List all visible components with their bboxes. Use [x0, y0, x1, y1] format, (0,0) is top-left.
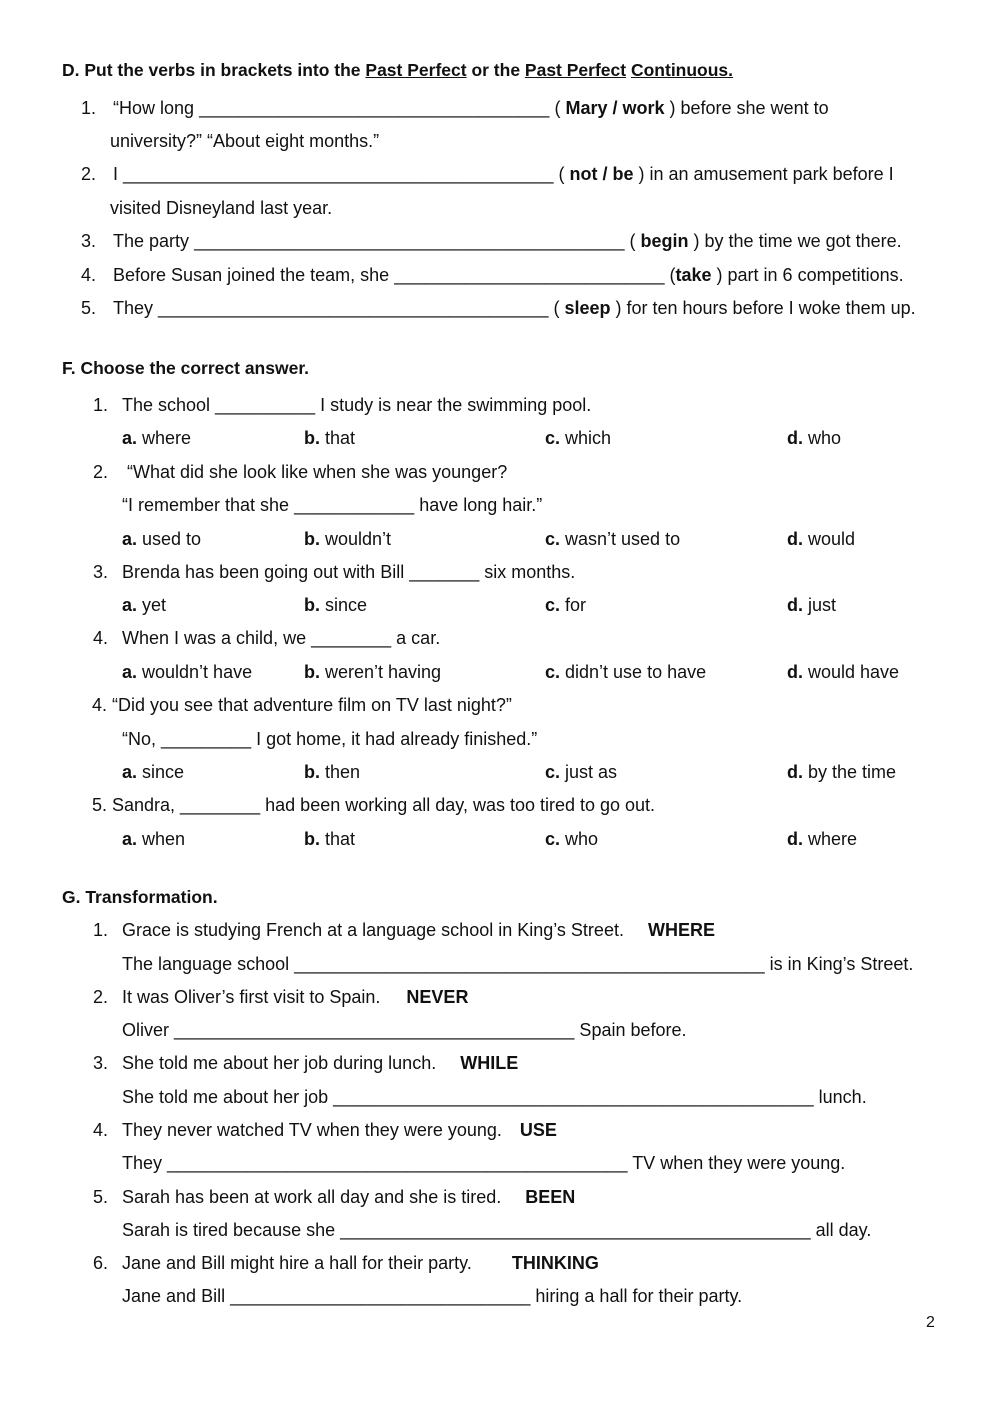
- question-line: “I remember that she ____________ have long hair.”: [122, 495, 543, 515]
- transformation-item: 2. It was Oliver’s first visit to Spain. NEVER: [92, 987, 469, 1007]
- list-item-continuation: visited Disneyland last year.: [110, 198, 333, 218]
- answer-line[interactable]: They ______________________________________________ TV when they were young.: [122, 1153, 846, 1173]
- answer-blank[interactable]: ___________________________________: [199, 98, 550, 118]
- answer-line[interactable]: Jane and Bill ______________________________ hiring a hall for their party.: [122, 1286, 743, 1306]
- option-c[interactable]: c. who: [545, 829, 599, 849]
- list-item: 5. They _______________________________________ ( sleep ) for ten hours before I woke them up.: [80, 298, 916, 318]
- answer-line[interactable]: Oliver ________________________________________ Spain before.: [122, 1020, 687, 1040]
- option-d[interactable]: d. would: [787, 529, 856, 549]
- option-a[interactable]: a. since: [122, 762, 185, 782]
- option-c[interactable]: c. just as: [545, 762, 618, 782]
- option-b[interactable]: b. that: [304, 829, 356, 849]
- option-b[interactable]: b. that: [304, 428, 356, 448]
- answer-blank[interactable]: _______________________________________: [158, 298, 549, 318]
- option-a[interactable]: a. where: [122, 428, 192, 448]
- answer-line[interactable]: She told me about her job ________________________________________________ lunch.: [122, 1087, 867, 1107]
- list-item: 4. Before Susan joined the team, she ___________________________ (take ) part in 6 competitions.: [80, 265, 904, 285]
- option-a[interactable]: a. yet: [122, 595, 167, 615]
- answer-blank[interactable]: ___________________________________________: [194, 231, 625, 251]
- question: 5. Sandra, ________ had been working all day, was too tired to go out.: [92, 795, 656, 815]
- option-d[interactable]: d. just: [787, 595, 837, 615]
- keyword: NEVER: [406, 987, 469, 1007]
- option-b[interactable]: b. weren’t having: [304, 662, 442, 682]
- option-d[interactable]: d. would have: [787, 662, 900, 682]
- option-c[interactable]: c. wasn’t used to: [545, 529, 681, 549]
- option-a[interactable]: a. wouldn’t have: [122, 662, 253, 682]
- option-c[interactable]: c. didn’t use to have: [545, 662, 707, 682]
- keyword: THINKING: [511, 1253, 599, 1273]
- question-line: “No, _________ I got home, it had already finished.”: [122, 729, 538, 749]
- option-b[interactable]: b. since: [304, 595, 368, 615]
- answer-blank[interactable]: ___________________________: [394, 265, 665, 285]
- answer-line[interactable]: The language school _______________________________________________ is in King’s Street.: [122, 954, 914, 974]
- list-item: 2. I ___________________________________________ ( not / be ) in an amusement park before I: [80, 164, 894, 184]
- list-item: 1. “How long ___________________________________ ( Mary / work ) before she went to: [80, 98, 829, 118]
- keyword: WHILE: [460, 1053, 519, 1073]
- option-c[interactable]: c. for: [545, 595, 587, 615]
- option-d[interactable]: d. by the time: [787, 762, 897, 782]
- transformation-item: 4. They never watched TV when they were young. USE: [92, 1120, 557, 1140]
- question: 3. Brenda has been going out with Bill _______ six months.: [92, 562, 576, 582]
- transformation-item: 6. Jane and Bill might hire a hall for their party. THINKING: [92, 1253, 599, 1273]
- option-c[interactable]: c. which: [545, 428, 612, 448]
- transformation-item: 3. She told me about her job during lunch. WHILE: [92, 1053, 519, 1073]
- transformation-item: 5. Sarah has been at work all day and she is tired. BEEN: [92, 1187, 576, 1207]
- keyword: WHERE: [647, 920, 715, 940]
- option-b[interactable]: b. then: [304, 762, 361, 782]
- option-a[interactable]: a. used to: [122, 529, 202, 549]
- option-b[interactable]: b. wouldn’t: [304, 529, 392, 549]
- question: 2. “What did she look like when she was younger?: [92, 462, 508, 482]
- section-g-title: G. Transformation.: [62, 887, 218, 907]
- list-item: 3. The party ___________________________________________ ( begin ) by the time we got there.: [80, 231, 902, 251]
- section-f-title: F. Choose the correct answer.: [62, 358, 310, 378]
- question: 1. The school __________ I study is near the swimming pool.: [92, 395, 592, 415]
- keyword: USE: [519, 1120, 557, 1140]
- option-a[interactable]: a. when: [122, 829, 186, 849]
- answer-line[interactable]: Sarah is tired because she _______________________________________________ all day.: [122, 1220, 872, 1240]
- option-d[interactable]: d. where: [787, 829, 858, 849]
- option-d[interactable]: d. who: [787, 428, 842, 448]
- page-number: 2: [926, 1314, 935, 1331]
- section-d-title: D. Put the verbs in brackets into the Past Perfect or the Past Perfect Continuous.: [62, 60, 734, 80]
- list-item-continuation: university?” “About eight months.”: [110, 131, 380, 151]
- question: 4. “Did you see that adventure film on TV last night?”: [92, 695, 512, 715]
- answer-blank[interactable]: ___________________________________________: [123, 164, 554, 184]
- question: 4. When I was a child, we ________ a car.: [92, 628, 441, 648]
- keyword: BEEN: [525, 1187, 576, 1207]
- transformation-item: 1. Grace is studying French at a language school in King’s Street. WHERE: [92, 920, 715, 940]
